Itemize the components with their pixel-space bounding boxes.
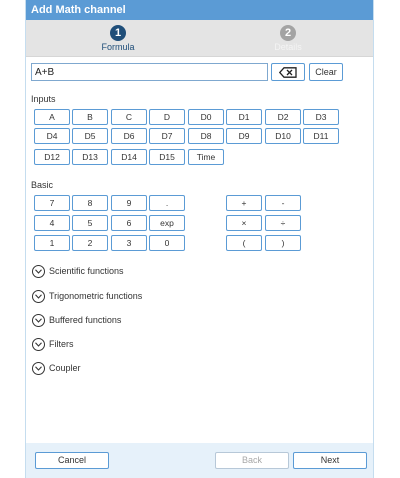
basic-key[interactable]: .	[149, 195, 185, 211]
input-key[interactable]: B	[72, 109, 108, 125]
backspace-button[interactable]	[271, 63, 305, 81]
input-key[interactable]: Time	[188, 149, 224, 165]
input-key[interactable]: D3	[303, 109, 339, 125]
input-key[interactable]: D9	[226, 128, 262, 144]
input-key[interactable]: D1	[226, 109, 262, 125]
expander-row[interactable]	[32, 337, 74, 351]
window-title: Add Math channel	[26, 0, 373, 20]
chevron-down-icon	[32, 338, 45, 351]
step-details[interactable]	[238, 23, 338, 52]
chevron-down-icon	[32, 290, 45, 303]
input-key[interactable]: D6	[111, 128, 147, 144]
backspace-icon	[279, 67, 297, 78]
input-key[interactable]: D15	[149, 149, 185, 165]
expander-label: Buffered functions	[49, 315, 122, 325]
step-number-2: 2	[280, 25, 296, 41]
input-key[interactable]: D2	[265, 109, 301, 125]
basic-key[interactable]: 8	[72, 195, 108, 211]
basic-key[interactable]: -	[265, 195, 301, 211]
basic-key[interactable]: ÷	[265, 215, 301, 231]
formula-row	[31, 63, 369, 81]
basic-key[interactable]: )	[265, 235, 301, 251]
wizard-steps	[26, 20, 373, 57]
basic-key[interactable]: 2	[72, 235, 108, 251]
expander-row[interactable]	[32, 289, 142, 303]
input-key[interactable]: D5	[72, 128, 108, 144]
basic-key[interactable]: 1	[34, 235, 70, 251]
expander-label: Filters	[49, 339, 74, 349]
input-key[interactable]: D14	[111, 149, 147, 165]
expander-label: Scientific functions	[49, 266, 124, 276]
step-label-details: Details	[274, 42, 302, 52]
basic-key[interactable]: 0	[149, 235, 185, 251]
cancel-button[interactable]: Cancel	[35, 452, 109, 469]
footer-bar	[26, 443, 373, 478]
input-key[interactable]: D0	[188, 109, 224, 125]
expander-row[interactable]	[32, 264, 124, 278]
basic-key[interactable]: 5	[72, 215, 108, 231]
basic-key[interactable]: exp	[149, 215, 185, 231]
formula-input[interactable]	[31, 63, 268, 81]
input-key[interactable]: D	[149, 109, 185, 125]
step-number-1: 1	[110, 25, 126, 41]
expander-row[interactable]	[32, 313, 121, 327]
input-key[interactable]: D8	[188, 128, 224, 144]
expander-label: Trigonometric functions	[49, 291, 143, 301]
next-button[interactable]: Next	[293, 452, 367, 469]
input-key[interactable]: C	[111, 109, 147, 125]
input-key[interactable]: D10	[265, 128, 301, 144]
clear-button[interactable]: Clear	[309, 63, 343, 81]
basic-key[interactable]: ×	[226, 215, 262, 231]
chevron-down-icon	[32, 362, 45, 375]
expander-row[interactable]	[32, 361, 81, 375]
input-key[interactable]: D13	[72, 149, 108, 165]
basic-key[interactable]: 3	[111, 235, 147, 251]
input-key[interactable]: A	[34, 109, 70, 125]
basic-key[interactable]: (	[226, 235, 262, 251]
input-key[interactable]: D12	[34, 149, 70, 165]
basic-key[interactable]: 6	[111, 215, 147, 231]
back-button[interactable]: Back	[215, 452, 289, 469]
step-label-formula: Formula	[101, 42, 135, 52]
chevron-down-icon	[32, 314, 45, 327]
basic-key[interactable]: 4	[34, 215, 70, 231]
input-key[interactable]: D11	[303, 128, 339, 144]
input-key[interactable]: D7	[149, 128, 185, 144]
basic-key[interactable]: +	[226, 195, 262, 211]
add-math-channel-dialog	[25, 0, 374, 478]
input-key[interactable]: D4	[34, 128, 70, 144]
basic-key[interactable]: 9	[111, 195, 147, 211]
step-formula[interactable]	[68, 23, 168, 52]
basic-label: Basic	[31, 180, 54, 190]
expander-label: Coupler	[49, 363, 81, 373]
inputs-label: Inputs	[31, 94, 56, 104]
chevron-down-icon	[32, 265, 45, 278]
basic-key[interactable]: 7	[34, 195, 70, 211]
